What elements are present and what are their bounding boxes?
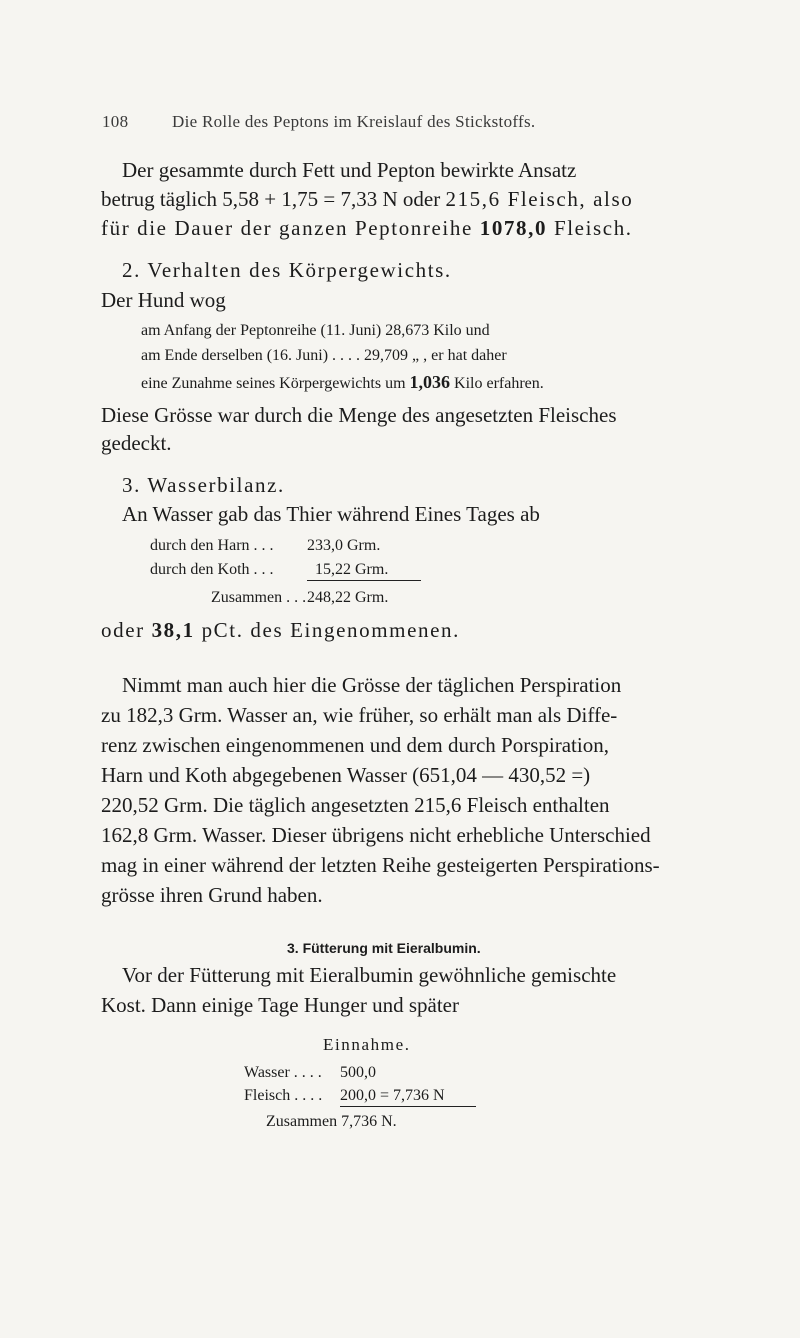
table-label: Wasser . . . . <box>244 1064 322 1081</box>
table-label: durch den Koth . . . <box>150 561 274 578</box>
paragraph-line: Der Hund wog <box>101 288 226 312</box>
table-value: 500,0 <box>340 1064 376 1081</box>
text-span: betrug täglich 5,58 + 1,75 = 7,33 N oder <box>101 187 446 211</box>
paragraph-line: Diese Grösse war durch die Menge des angesetzten Fleisches <box>101 403 617 427</box>
paragraph-line: Kost. Dann einige Tage Hunger und später <box>101 993 459 1017</box>
text-span: pCt. des Eingenommenen. <box>194 618 461 642</box>
data-row: am Ende derselben (16. Juni) . . . . 29,709 „ , er hat daher <box>141 347 507 364</box>
paragraph-line: renz zwischen eingenommenen und dem durch Porspiration, <box>101 733 609 757</box>
paragraph-line: An Wasser gab das Thier während Eines Tages ab <box>122 502 540 526</box>
table-label: durch den Harn . . . <box>150 537 274 554</box>
data-row <box>141 372 544 393</box>
section-heading: 3. Wasserbilanz. <box>122 473 285 497</box>
paragraph-line: zu 182,3 Grm. Wasser an, wie früher, so erhält man als Diffe- <box>101 703 618 727</box>
text-span: für die Dauer der ganzen Peptonreihe <box>101 216 480 240</box>
paragraph-line <box>101 187 633 212</box>
bold-value: 38,1 <box>151 618 195 642</box>
bold-value: 1,036 <box>409 372 451 392</box>
paragraph-line: Nimmt man auch hier die Grösse der täglichen Perspiration <box>122 673 622 697</box>
paragraph-line <box>101 216 633 241</box>
table-row <box>150 561 421 581</box>
subsection-heading: 3. Fütterung mit Eieralbumin. <box>287 940 481 956</box>
table-row <box>150 537 380 555</box>
data-row: am Anfang der Peptonreihe (11. Juni) 28,673 Kilo und <box>141 322 490 339</box>
text-span: oder <box>101 618 152 642</box>
bold-value: 1078,0 <box>479 216 548 240</box>
page-number: 108 <box>102 112 129 131</box>
paragraph-line: 220,52 Grm. Die täglich angesetzten 215,6 Fleisch enthalten <box>101 793 610 817</box>
table-value: 233,0 Grm. <box>307 537 381 554</box>
text-span: Fleisch. <box>547 216 633 240</box>
paragraph-line: Der gesammte durch Fett und Pepton bewirkte Ansatz <box>122 158 577 182</box>
paragraph-line: Vor der Fütterung mit Eieralbumin gewöhnliche gemischte <box>122 963 617 987</box>
paragraph-line: mag in einer während der letzten Reihe gesteigerten Perspirations- <box>101 853 660 877</box>
table-label: Zusammen . . . <box>211 589 307 606</box>
table-value: 15,22 Grm. <box>307 561 421 581</box>
paragraph-line: grösse ihren Grund haben. <box>101 883 323 907</box>
running-title: Die Rolle des Peptons im Kreislauf des Stickstoffs. <box>172 112 536 131</box>
table-heading: Einnahme. <box>323 1035 411 1054</box>
table-value: 248,22 Grm. <box>307 589 389 606</box>
table-value: 200,0 = 7,736 N <box>340 1087 476 1107</box>
running-header <box>102 112 740 132</box>
table-total-row <box>211 589 388 607</box>
text-span: 215,6 Fleisch, also <box>445 187 634 211</box>
paragraph-line: 162,8 Grm. Wasser. Dieser übrigens nicht erhebliche Unterschied <box>101 823 651 847</box>
table-row <box>244 1064 376 1082</box>
table-row <box>244 1087 476 1107</box>
table-total-row: Zusammen 7,736 N. <box>266 1113 397 1130</box>
text-span: Kilo erfahren. <box>450 375 544 392</box>
paragraph-line <box>101 618 460 643</box>
section-heading: 2. Verhalten des Körpergewichts. <box>122 258 452 282</box>
table-label: Fleisch . . . . <box>244 1087 323 1104</box>
text-span: eine Zunahme seines Körpergewichts um <box>141 375 410 392</box>
paragraph-line: gedeckt. <box>101 431 172 455</box>
paragraph-line: Harn und Koth abgegebenen Wasser (651,04 — 430,52 =) <box>101 763 591 787</box>
